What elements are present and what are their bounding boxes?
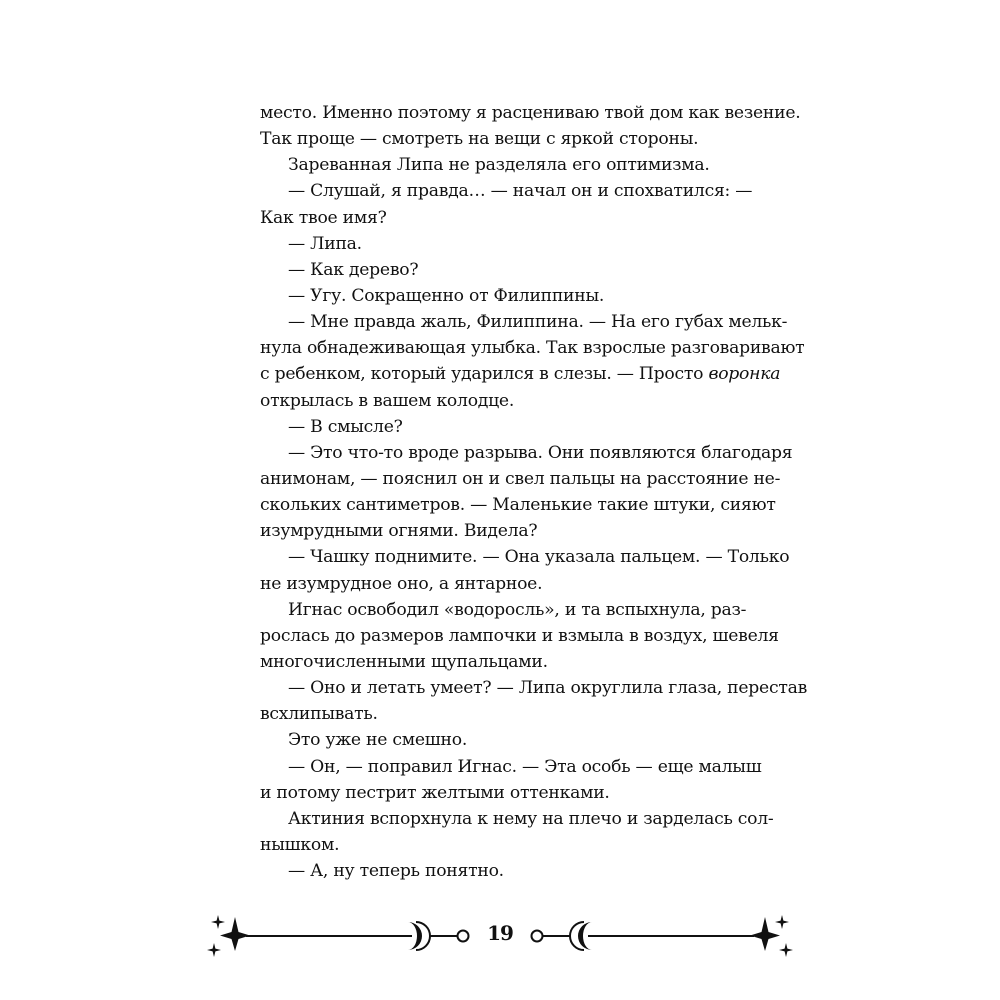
text-line: Зареванная Липа не разделяла его оптимизма. (288, 155, 710, 176)
text-line: не изумрудное оно, а янтарное. (260, 573, 543, 594)
page-number: 19 (487, 921, 513, 945)
text-segment: с ребенком, который ударился в слезы. — Просто (260, 364, 709, 385)
text-line: — Как дерево? (288, 259, 419, 280)
text-line: Игнас освободил «водоросль», и та вспыхнула, раз- (288, 599, 747, 620)
text-line: многочисленными щупальцами. (260, 651, 548, 672)
text-line (260, 361, 781, 387)
text-line: — Оно и летать умеет? — Липа округлила глаза, перестав (288, 678, 808, 699)
text-line: нышком. (260, 834, 340, 855)
text-line: — Это что-то вроде разрыва. Они появляются благодаря (288, 442, 793, 463)
text-line: Так проще — смотреть на вещи с яркой стороны. (260, 129, 699, 150)
sparkle-star-icon (775, 915, 789, 929)
circle-icon (458, 931, 469, 942)
text-line: — А, ну теперь понятно. (288, 861, 504, 882)
sparkle-star-icon (207, 943, 221, 957)
text-line: — Мне правда жаль, Филиппина. — На его губах мельк- (288, 312, 788, 333)
text-line: и потому пестрит желтыми оттенками. (260, 782, 610, 803)
text-line: скольких сантиметров. — Маленькие такие штуки, сияют (260, 495, 776, 516)
text-line: — Слушай, я правда… — начал он и спохватился: — (288, 181, 753, 202)
text-line: всхлипывать. (260, 704, 378, 725)
text-line: — Липа. (288, 233, 362, 254)
sparkle-star-icon (211, 915, 225, 929)
circle-icon (532, 931, 543, 942)
text-line: рослась до размеров лампочки и взмыла в воздух, шевеля (260, 625, 779, 646)
text-line: — Чашку поднимите. — Она указала пальцем. — Только (288, 547, 790, 568)
page-body-text (260, 100, 808, 884)
sparkle-star-icon (779, 943, 793, 957)
text-line: нула обнадеживающая улыбка. Так взрослые разговаривают (260, 338, 805, 359)
italic-term: воронка (708, 364, 781, 385)
text-line: — Угу. Сокращенно от Филиппины. (288, 285, 605, 306)
text-line: — Он, — поправил Игнас. — Эта особь — еще малыш (288, 756, 762, 777)
text-line: открылась в вашем колодце. (260, 390, 515, 411)
text-line: Актиния вспорхнула к нему на плечо и зарделась сол- (288, 808, 774, 829)
text-line: анимонам, — пояснил он и свел пальцы на расстояние не- (260, 468, 781, 489)
text-line: изумрудными огнями. Видела? (260, 521, 538, 542)
text-line: Это уже не смешно. (288, 730, 468, 751)
text-line: место. Именно поэтому я расцениваю твой дом как везение. (260, 103, 801, 123)
text-line: Как твое имя? (260, 207, 387, 228)
text-line: — В смысле? (288, 416, 403, 437)
